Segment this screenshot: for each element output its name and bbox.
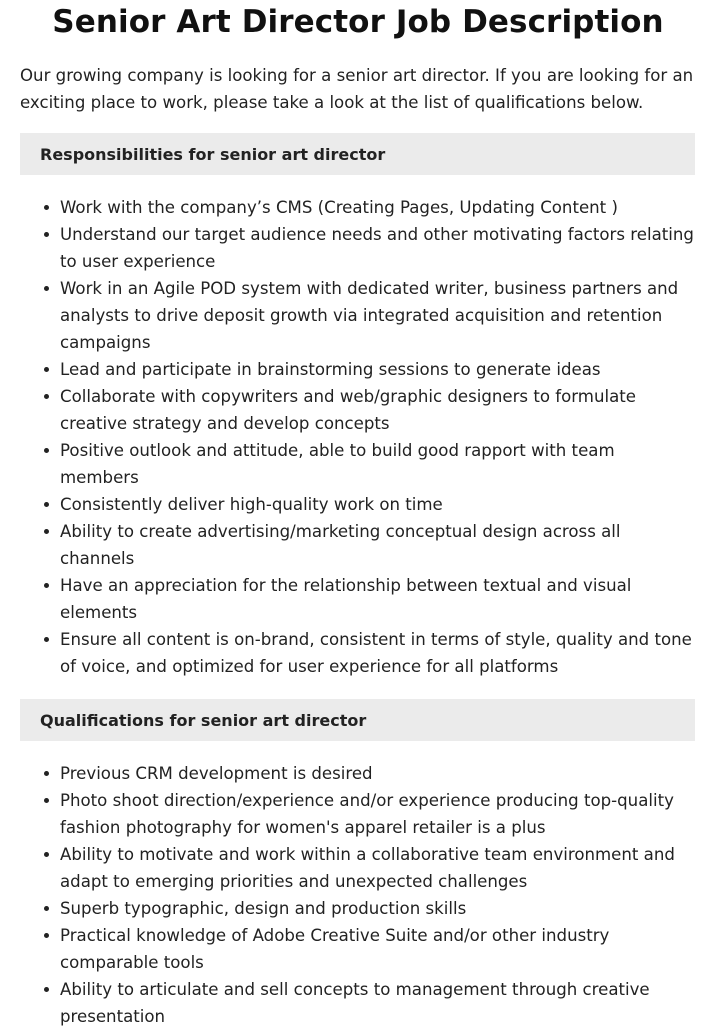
list-item: Ensure all content is on-brand, consistent in terms of style, quality and tone of voice, and optimized for user experience for all platforms: [60, 626, 696, 680]
intro-paragraph: Our growing company is looking for a senior art director. If you are looking for an exciting place to work, please take a look at the list of qualifications below.: [20, 66, 694, 112]
page-title: Senior Art Director Job Description: [52, 4, 664, 40]
list-item: Practical knowledge of Adobe Creative Suite and/or other industry comparable tools: [60, 922, 696, 976]
list-item: Work in an Agile POD system with dedicated writer, business partners and analysts to drive deposit growth via integrated acquisition and retention campaigns: [60, 275, 696, 356]
list-item: Understand our target audience needs and other motivating factors relating to user experience: [60, 221, 696, 275]
list-item: Superb typographic, design and production skills: [60, 895, 696, 922]
responsibilities-list: [20, 194, 696, 680]
qualifications-header: Qualifications for senior art director: [20, 699, 695, 741]
list-item: Photo shoot direction/experience and/or experience producing top-quality fashion photography for women's apparel retailer is a plus: [60, 787, 696, 841]
list-item: Collaborate with copywriters and web/graphic designers to formulate creative strategy and develop concepts: [60, 383, 696, 437]
responsibilities-header: Responsibilities for senior art director: [20, 133, 695, 175]
qualifications-list: [20, 760, 696, 1030]
list-item: Previous CRM development is desired: [60, 760, 696, 787]
list-item: Ability to create advertising/marketing conceptual design across all channels: [60, 518, 696, 572]
list-item: Lead and participate in brainstorming sessions to generate ideas: [60, 356, 696, 383]
list-item: Consistently deliver high-quality work on time: [60, 491, 696, 518]
list-item: Positive outlook and attitude, able to build good rapport with team members: [60, 437, 696, 491]
list-item: Have an appreciation for the relationship between textual and visual elements: [60, 572, 696, 626]
list-item: Ability to articulate and sell concepts to management through creative presentation: [60, 976, 696, 1030]
list-item: Work with the company’s CMS (Creating Pages, Updating Content ): [60, 194, 696, 221]
list-item: Ability to motivate and work within a collaborative team environment and adapt to emerging priorities and unexpected challenges: [60, 841, 696, 895]
